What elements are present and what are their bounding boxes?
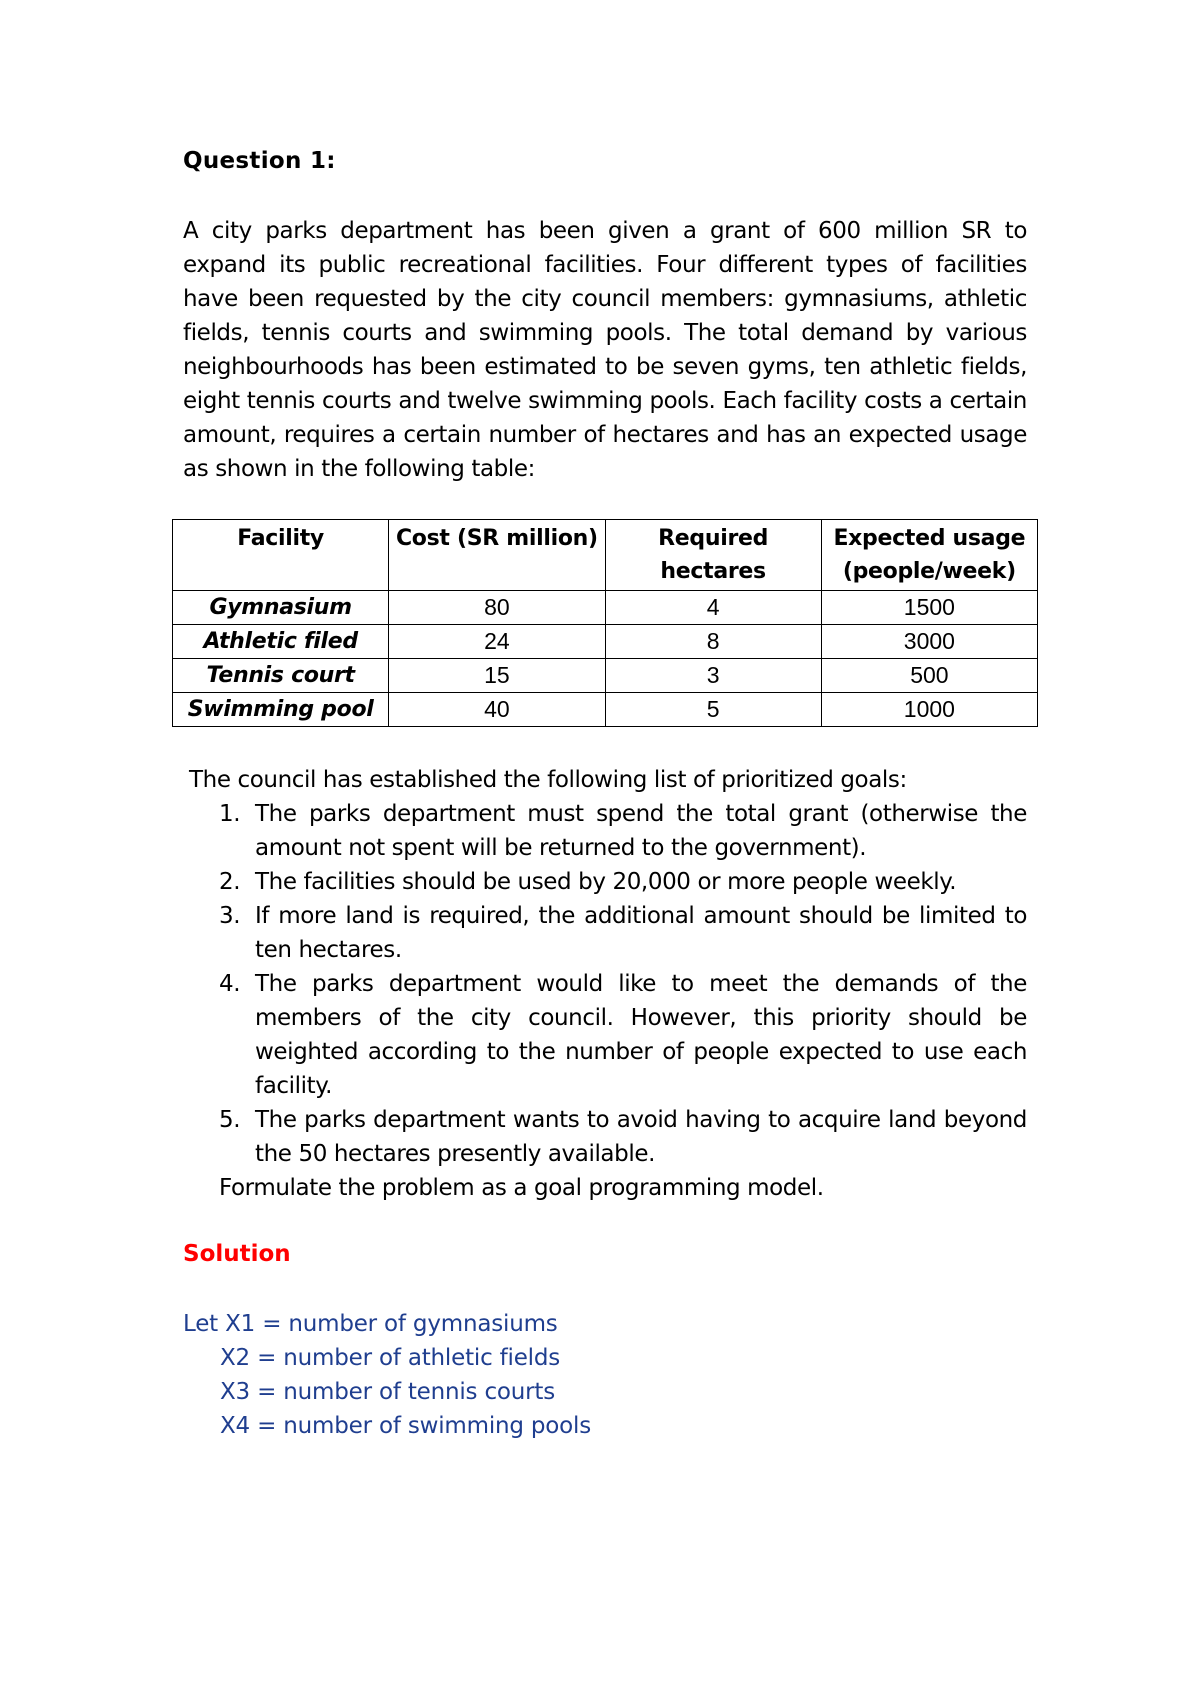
header-facility: Facility <box>173 520 389 591</box>
goal-number: 3. <box>219 903 241 929</box>
table-row <box>173 625 1038 659</box>
header-usage-text: Expected usage (people/week) <box>833 526 1026 584</box>
header-hectares-text: Required hectares <box>658 526 769 584</box>
cell-cost: 40 <box>389 693 605 727</box>
goal-text: If more land is required, the additional amount should be limited to ten hectares. <box>255 903 1027 963</box>
cell-facility: Tennis court <box>173 659 389 693</box>
header-cost: Cost (SR million) <box>389 520 605 591</box>
cell-hectares: 4 <box>605 591 821 625</box>
solution-heading: Solution <box>183 1241 291 1267</box>
header-hectares <box>605 520 821 591</box>
goals-list <box>219 797 1027 1171</box>
cell-usage: 500 <box>821 659 1037 693</box>
cell-facility: Athletic filed <box>173 625 389 659</box>
cell-usage: 3000 <box>821 625 1037 659</box>
table-row <box>173 659 1038 693</box>
list-item <box>219 967 1027 1103</box>
cell-cost: 24 <box>389 625 605 659</box>
cell-usage: 1000 <box>821 693 1037 727</box>
goal-text: The parks department wants to avoid having to acquire land beyond the 50 hectares presently available. <box>255 1107 1027 1167</box>
goal-number: 4. <box>219 971 241 997</box>
question-intro-paragraph: A city parks department has been given a grant of 600 million SR to expand its public recreational facilities. Four different types of facilities have been requested by the city council members: gymnasiums, athletic fields, tennis courts and swimming pools. The total demand by various neighbourhoods has been estimated to be seven gyms, ten athletic fields, eight tennis courts and twelve swimming pools. Each facility costs a certain amount, requires a certain number of hectares and has an expected usage as shown in the following table: <box>183 218 1027 482</box>
table-row <box>173 591 1038 625</box>
cell-hectares: 8 <box>605 625 821 659</box>
cell-facility: Gymnasium <box>173 591 389 625</box>
cell-hectares: 3 <box>605 659 821 693</box>
facilities-table <box>172 519 1038 727</box>
cell-cost: 15 <box>389 659 605 693</box>
question-heading: Question 1: <box>183 148 336 174</box>
variable-line: X3 = number of tennis courts <box>220 1379 555 1405</box>
table-header-row <box>173 520 1038 591</box>
goals-intro: The council has established the following list of prioritized goals: <box>189 767 907 793</box>
list-item <box>219 1103 1027 1171</box>
goal-text: The facilities should be used by 20,000 or more people weekly. <box>255 869 957 895</box>
goal-number: 1. <box>219 801 241 827</box>
list-item <box>219 797 1027 865</box>
variable-line: Let X1 = number of gymnasiums <box>183 1311 558 1337</box>
table-row <box>173 693 1038 727</box>
cell-cost: 80 <box>389 591 605 625</box>
variable-line: X2 = number of athletic fields <box>220 1345 561 1371</box>
cell-hectares: 5 <box>605 693 821 727</box>
formulate-instruction: Formulate the problem as a goal programming model. <box>219 1175 824 1201</box>
list-item <box>219 865 1027 899</box>
goal-number: 2. <box>219 869 241 895</box>
header-usage <box>821 520 1037 591</box>
goal-text: The parks department must spend the total grant (otherwise the amount not spent will be returned to the government). <box>255 801 1027 861</box>
cell-usage: 1500 <box>821 591 1037 625</box>
list-item <box>219 899 1027 967</box>
cell-facility: Swimming pool <box>173 693 389 727</box>
goal-text: The parks department would like to meet the demands of the members of the city council. However, this priority should be weighted according to the number of people expected to use each facility. <box>255 971 1027 1099</box>
variable-definitions <box>183 1307 591 1443</box>
variable-line: X4 = number of swimming pools <box>220 1413 592 1439</box>
goal-number: 5. <box>219 1107 241 1133</box>
